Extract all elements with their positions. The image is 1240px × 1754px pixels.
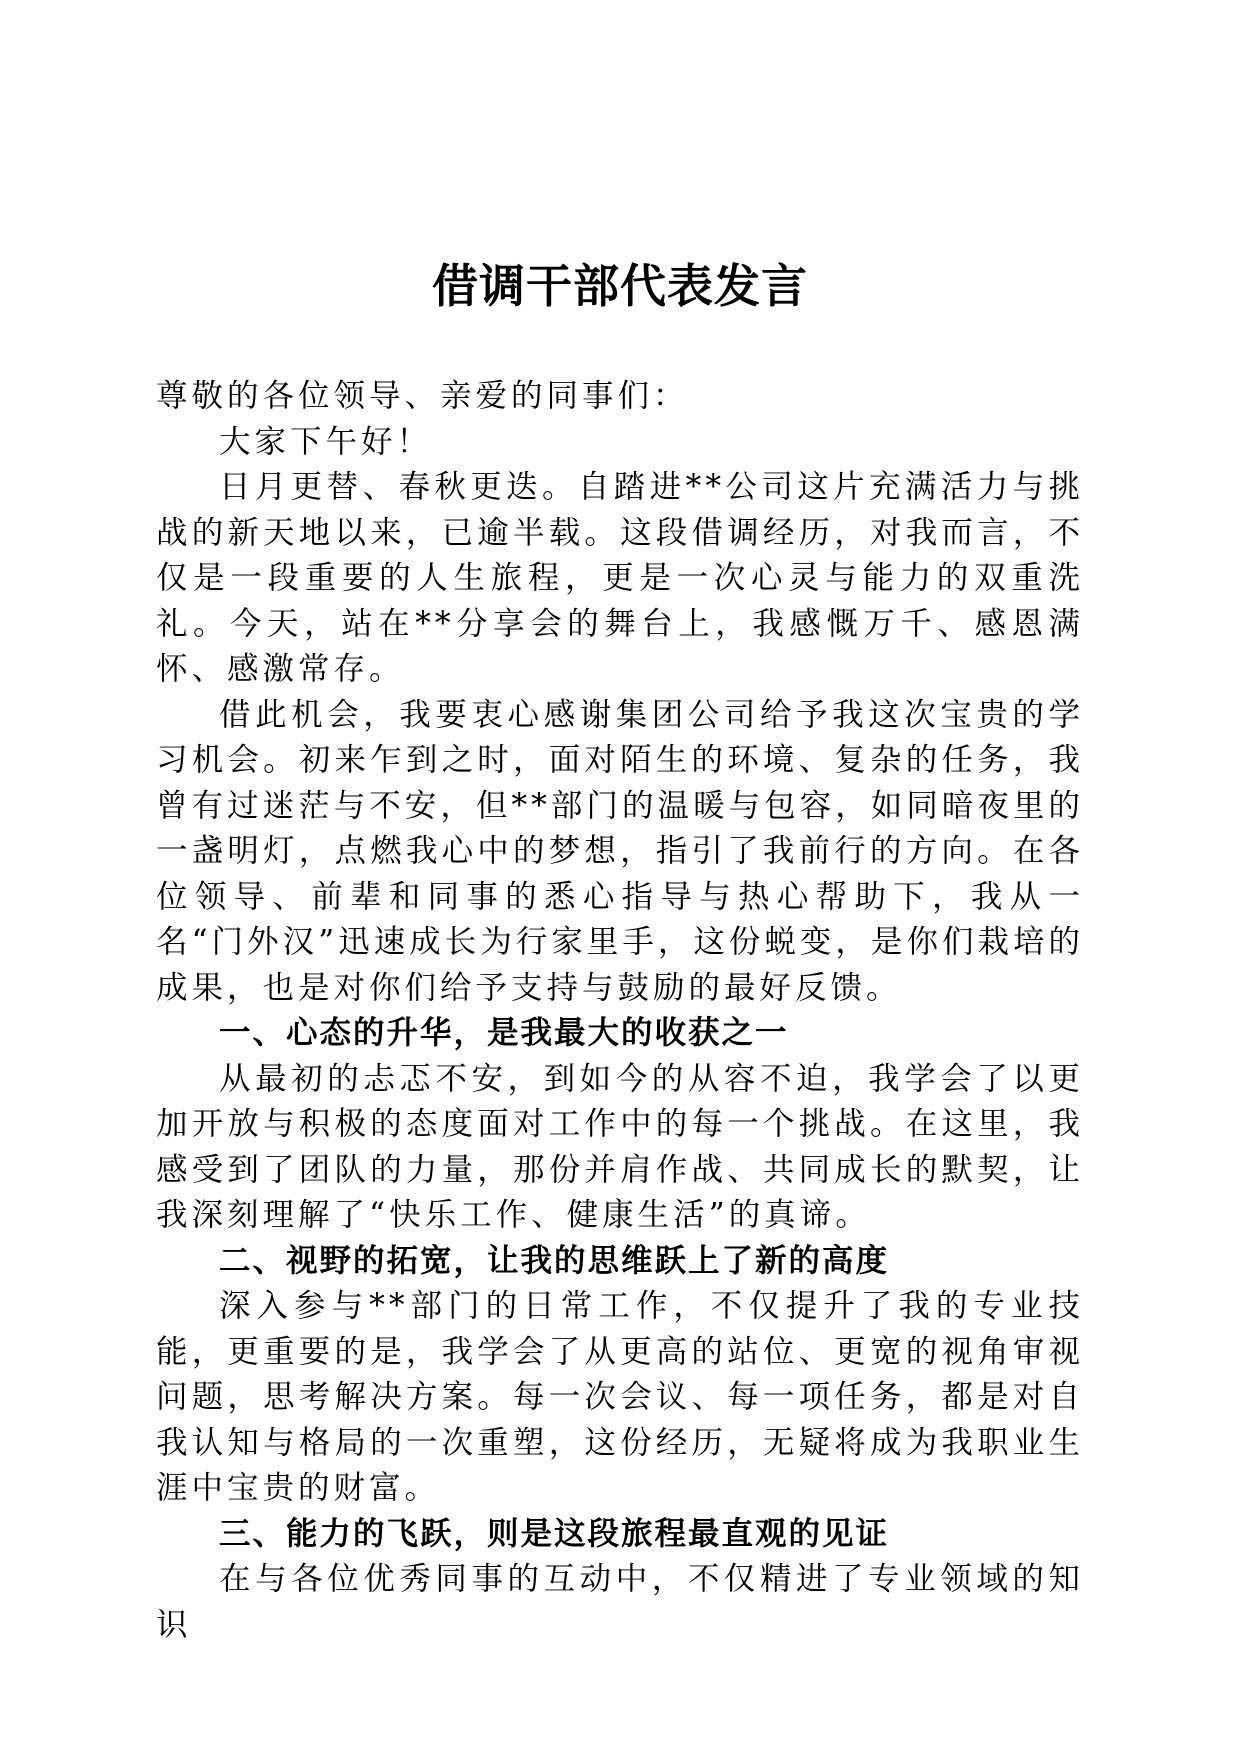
section-text-mindset: 从最初的忐忑不安，到如今的从容不迫，我学会了以更加开放与积极的态度面对工作中的每一个挑战。在这里，我感受到了团队的力量，那份并肩作战、共同成长的默契，让我深刻理解了“快乐工作、健康生活”的真谛。 [156, 1060, 1084, 1233]
salutation: 尊敬的各位领导、亲爱的同事们： [156, 378, 689, 414]
section-text-ability: 在与各位优秀同事的互动中，不仅精进了专业领域的知识 [156, 1561, 1084, 1643]
section-text-vision: 深入参与**部门的日常工作，不仅提升了我的专业技能，更重要的是，我学会了从更高的站位、更宽的视角审视问题，思考解决方案。每一次会议、每一项任务，都是对自我认知与格局的一次重塑，这份经历，无疑将成为我职业生涯中宝贵的财富。 [156, 1288, 1084, 1506]
greeting: 大家下午好！ [219, 423, 433, 460]
document-title: 借调干部代表发言 [432, 259, 808, 313]
paragraph-opening: 日月更替、春秋更迭。自踏进**公司这片充满活力与挑战的新天地以来，已逾半载。这段借调经历，对我而言，不仅是一段重要的人生旅程，更是一次心灵与能力的双重洗礼。今天，站在**分享会的舞台上，我感慨万千、感恩满怀、感激常存。 [156, 469, 1084, 687]
section-heading-mindset: 一、心态的升华，是我最大的收获之一 [219, 1015, 789, 1051]
document-body [156, 374, 1084, 1648]
section-heading-vision: 二、视野的拓宽，让我的思维跃上了新的高度 [219, 1242, 890, 1279]
paragraph-thanks: 借此机会，我要衷心感谢集团公司给予我这次宝贵的学习机会。初来乍到之时，面对陌生的环境、复杂的任务，我曾有过迷茫与不安，但**部门的温暖与包容，如同暗夜里的一盏明灯，点燃我心中的梦想，指引了我前行的方向。在各位领导、前辈和同事的悉心指导与热心帮助下，我从一名“门外汉”迅速成长为行家里手，这份蜕变，是你们栽培的成果，也是对你们给予支持与鼓励的最好反馈。 [156, 696, 1084, 1006]
section-heading-ability: 三、能力的飞跃，则是这段旅程最直观的见证 [219, 1515, 890, 1552]
